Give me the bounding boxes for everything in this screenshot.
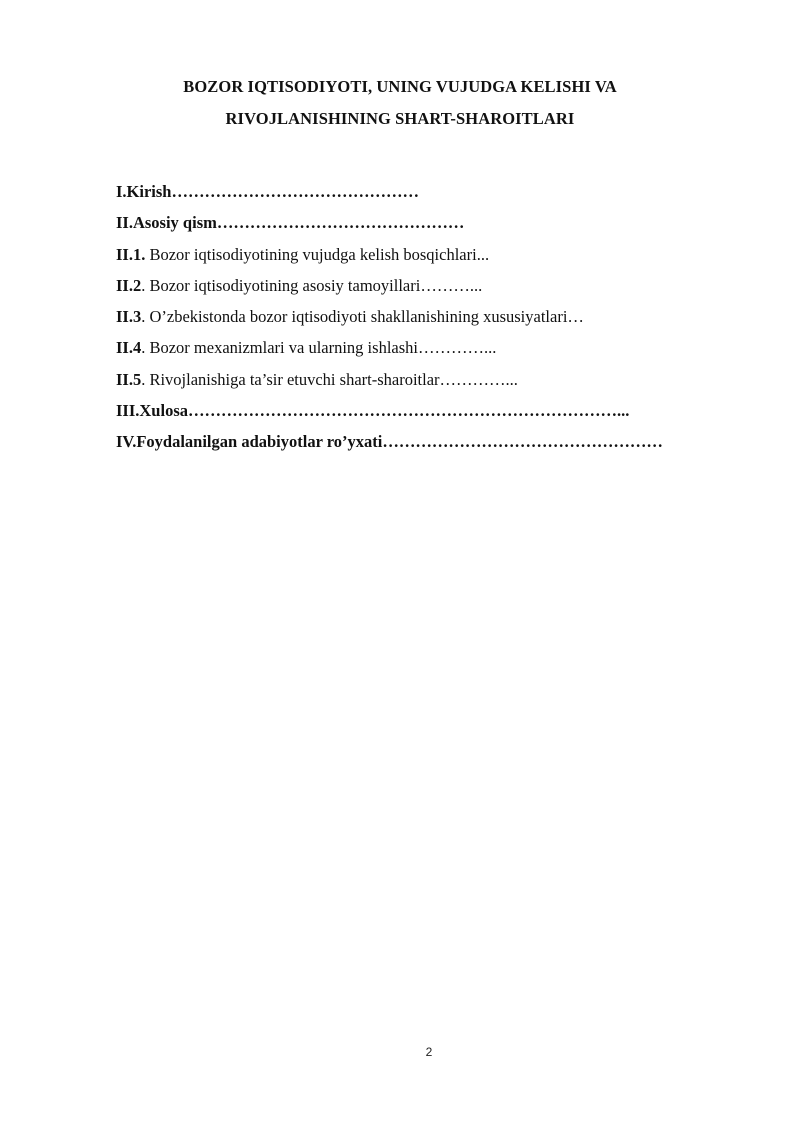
page-number: 2 xyxy=(425,1045,433,1059)
table-of-contents xyxy=(116,181,776,463)
document-title-line-1: BOZOR IQTISODIYOTI, UNING VUJUDGA KELISHI VA xyxy=(183,77,617,96)
toc-item-adabiyotlar xyxy=(116,431,776,462)
toc-item-leader: ……………………………………… xyxy=(216,213,465,233)
toc-item-kirish xyxy=(116,181,776,212)
document-title-line-2: RIVOJLANISHINING SHART-SHAROITLARI xyxy=(225,109,575,128)
toc-item-number: II.4 xyxy=(116,338,142,358)
toc-item-leader: ……………………………………………………………………... xyxy=(188,401,630,421)
toc-item-number: II.Asosiy qism xyxy=(116,213,217,233)
toc-item-number: II.1. xyxy=(116,244,146,264)
toc-item-2-5 xyxy=(116,369,776,400)
toc-item-text: . Rivojlanishiga ta’sir etuvchi shart-sharoitlar…………... xyxy=(141,369,518,389)
toc-item-number: III.Xulosa xyxy=(116,401,188,421)
toc-item-2-1 xyxy=(116,244,776,275)
toc-item-number: IV.Foydalanilgan adabiyotlar ro’yxati xyxy=(116,432,383,452)
toc-item-xulosa xyxy=(116,400,776,431)
toc-item-text: . Bozor mexanizmlari va ularning ishlashi…………... xyxy=(141,338,497,358)
toc-item-2-2 xyxy=(116,275,776,306)
toc-item-text: Bozor iqtisodiyotining vujudga kelish bosqichlari... xyxy=(145,244,490,264)
toc-item-number: II.5 xyxy=(116,369,142,389)
toc-item-number: II.3 xyxy=(116,307,142,327)
toc-item-leader: ……………………………………… xyxy=(171,182,419,201)
toc-item-leader: …………………………………………… xyxy=(382,432,663,452)
toc-item-2-3 xyxy=(116,306,776,337)
toc-item-asosiy-qism xyxy=(116,212,776,243)
toc-item-text: . O’zbekistonda bozor iqtisodiyoti shakllanishining xususiyatlari… xyxy=(141,307,584,327)
toc-item-2-4 xyxy=(116,337,776,368)
toc-item-number: II.2 xyxy=(116,275,142,295)
toc-item-number: I.Kirish xyxy=(116,182,172,201)
toc-item-text: . Bozor iqtisodiyotining asosiy tamoyillari………... xyxy=(141,275,483,295)
